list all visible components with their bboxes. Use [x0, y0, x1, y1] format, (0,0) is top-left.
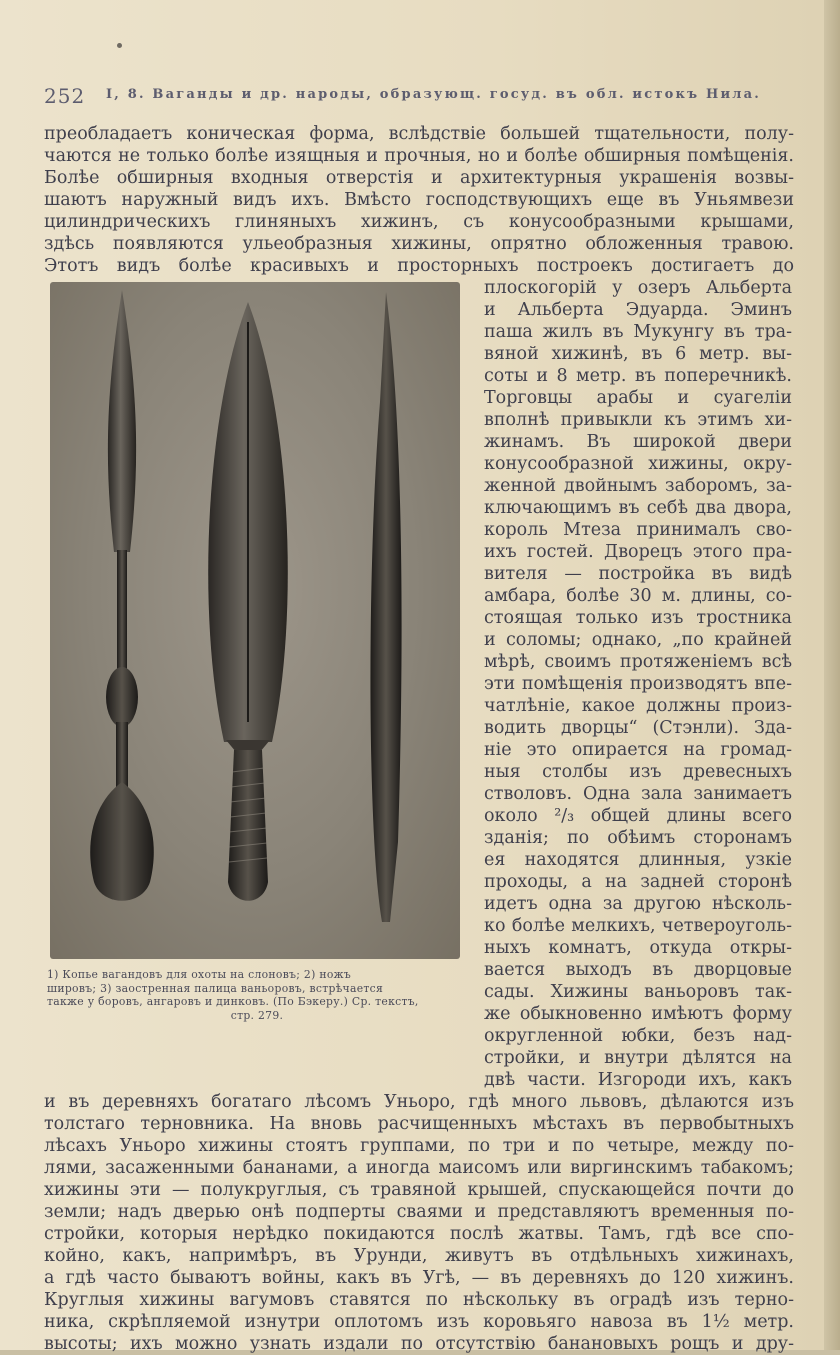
club-drawing: [370, 292, 401, 922]
text-line: жинамъ. Въ широкой двери: [484, 432, 792, 452]
text-line: и соломы; однако, „по крайней: [484, 630, 792, 650]
text-line: король Мтеза принималъ сво-: [484, 520, 792, 540]
text-line: конусообразной хижины, окру-: [484, 454, 792, 474]
text-line: вполнѣ привыкли къ этимъ хи-: [484, 410, 792, 430]
text-line: соты и 8 метр. въ поперечникѣ.: [484, 366, 792, 386]
text-line: амбара, болѣе 30 м. длины, со-: [484, 586, 792, 606]
text-line: стройки, и внутри дѣлятся на: [484, 1048, 792, 1068]
text-line: водить дворцы“ (Стэнли). Зда-: [484, 718, 792, 738]
text-line: ко болѣе мелкихъ, четвероуголь-: [484, 916, 792, 936]
text-line: высоты; ихъ можно узнать издали по отсутствію банановыхъ рощъ и дру-: [44, 1334, 794, 1354]
text-line: лѣсахъ Уньоро хижины стоятъ группами, по три и по четыре, между по-: [44, 1136, 794, 1156]
text-line: же обыкновенно имѣютъ форму: [484, 1004, 792, 1024]
text-line: вяной хижинѣ, въ 6 метр. вы-: [484, 344, 792, 364]
text-line: ихъ гостей. Дворецъ этого пра-: [484, 542, 792, 562]
text-line: хижины эти — полукруглыя, съ травяной крышей, спускающейся почти до: [44, 1180, 794, 1200]
text-line: сады. Хижины ваньоровъ так-: [484, 982, 792, 1002]
text-line: шаютъ наружный видъ ихъ. Вмѣсто господствующихъ еще въ Уньямвези: [44, 190, 794, 210]
text-line: Торговцы арабы и суагеліи: [484, 388, 792, 408]
caption-line: также у боровъ, ангаровъ и динковъ. (По Бэкеру.) Ср. текстъ,: [47, 995, 419, 1008]
text-line: цилиндрическихъ глиняныхъ хижинъ, съ конусообразными крышами,: [44, 212, 794, 232]
text-line: плоскогорій у озеръ Альберта: [484, 278, 792, 298]
text-line: проходы, а на задней сторонѣ: [484, 872, 792, 892]
text-line: вается выходъ въ дворцовые: [484, 960, 792, 980]
text-line: округленной юбки, безъ над-: [484, 1026, 792, 1046]
knife-drawing: [208, 302, 288, 901]
text-line: ніе это опирается на громад-: [484, 740, 792, 760]
text-line: чаются не только болѣе изящныя и прочныя, но и болѣе обширныя помѣщенія.: [44, 146, 794, 166]
text-line: земли; надъ дверью онѣ подперты сваями и представляютъ временныя по-: [44, 1202, 794, 1222]
text-line: мѣрѣ, своимъ протяженіемъ всѣ: [484, 652, 792, 672]
text-line: преобладаетъ коническая форма, вслѣдствіе большей тщательности, полу-: [44, 124, 794, 144]
page-number: 252: [44, 84, 86, 108]
text-line: Болѣе обширныя входныя отверстія и архитектурныя украшенія возвы-: [44, 168, 794, 188]
text-line: зданія; по обѣимъ сторонамъ: [484, 828, 792, 848]
caption-line: шировъ; 3) заостренная палица ваньоровъ, встрѣчается: [47, 981, 384, 995]
text-line: толстаго терновника. На вновь расчищенныхъ мѣстахъ въ первобытныхъ: [44, 1114, 794, 1134]
text-line: чатлѣніе, какое должны произ-: [484, 696, 792, 716]
page-header: [44, 84, 824, 108]
text-line: стволовъ. Одна зала занимаетъ: [484, 784, 792, 804]
text-line: идетъ одна за другою нѣсколь-: [484, 894, 792, 914]
page-edge: [824, 0, 840, 1350]
text-line: ея находятся длинныя, узкіе: [484, 850, 792, 870]
text-line: а гдѣ часто бываютъ войны, какъ въ Угѣ, — въ деревняхъ до 120 хижинъ.: [44, 1268, 794, 1288]
text-line: лями, засаженными бананами, а иногда маисомъ или виргинскимъ табакомъ;: [44, 1158, 794, 1178]
text-line: ника, скрѣпляемой изнутри оплотомъ изъ коровьяго навоза въ 1½ метр.: [44, 1312, 794, 1332]
text-line: Этотъ видъ болѣе красивыхъ и просторныхъ построекъ достигаетъ до: [44, 256, 794, 276]
text-line: паша жилъ въ Мукунгу въ тра-: [484, 322, 792, 342]
text-line: вителя — постройка въ видѣ: [484, 564, 792, 584]
text-line: ключающимъ въ себѣ два двора,: [484, 498, 792, 518]
running-head: I, 8. Ваганды и др. народы, образующ. госуд. въ обл. истокъ Нила.: [106, 87, 762, 102]
weapons-illustration: [50, 282, 460, 959]
text-line: ныя столбы изъ древесныхъ: [484, 762, 792, 782]
text-line: около ²/₃ общей длины всего: [484, 806, 792, 826]
figure-caption: [47, 968, 467, 1022]
text-line: койно, какъ, напримѣръ, въ Урунди, живутъ въ отдѣльныхъ хижинахъ,: [44, 1246, 794, 1266]
text-line: здѣсь появляются ульеобразныя хижины, опрятно обложенныя травою.: [44, 234, 794, 254]
caption-line: стр. 279.: [230, 1008, 284, 1022]
ink-speck: [117, 43, 122, 48]
text-line: двѣ части. Изгороди ихъ, какъ: [484, 1070, 792, 1090]
text-line: стройки, которыя нерѣдко покидаются послѣ жатвы. Тамъ, гдѣ все спо-: [44, 1224, 794, 1244]
text-line: Круглыя хижины вагумовъ ставятся по нѣскольку въ оградѣ изъ терно-: [44, 1290, 794, 1310]
spear-drawing: [90, 290, 154, 901]
text-line: стоящая только изъ тростника: [484, 608, 792, 628]
caption-line: 1) Копье вагандовъ для охоты на слоновъ; 2) ножъ: [47, 968, 352, 981]
text-line: ныхъ комнатъ, откуда откры-: [484, 938, 792, 958]
text-line: и въ деревняхъ богатаго лѣсомъ Уньоро, гдѣ много львовъ, дѣлаются изъ: [44, 1092, 794, 1112]
text-line: эти помѣщенія производятъ впе-: [484, 674, 792, 694]
weapons-engraving: [50, 282, 460, 959]
text-line: и Альберта Эдуарда. Эминъ: [484, 300, 792, 320]
text-line: женной двойнымъ заборомъ, за-: [484, 476, 792, 496]
